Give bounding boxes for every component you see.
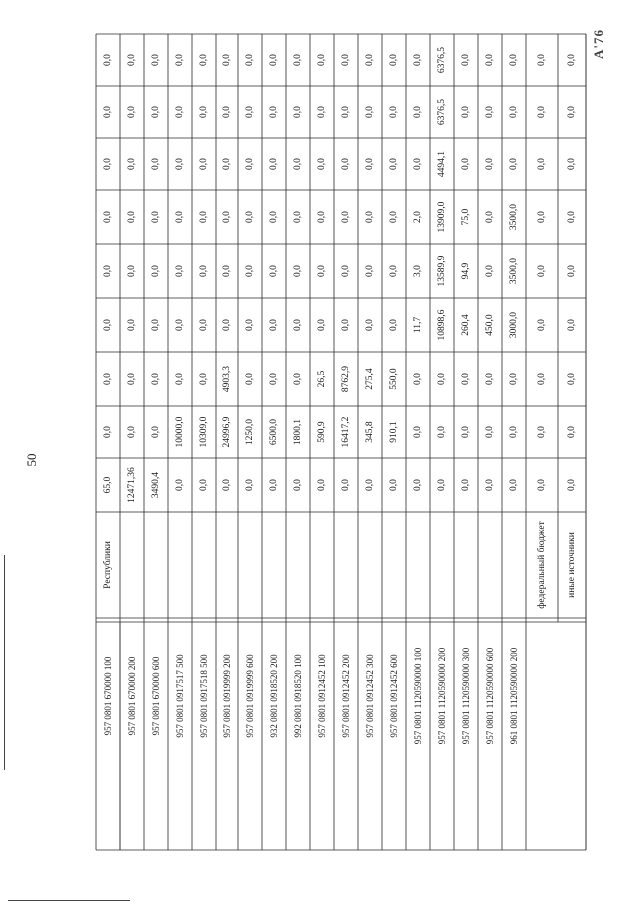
value-cell: 0,0	[567, 106, 577, 118]
value-cell: 0,0	[222, 158, 232, 170]
budget-code-cell: 957 0801 0912452 600	[389, 654, 399, 738]
budget-code-cell: 957 0801 0912452 200	[341, 654, 351, 738]
value-cell: 0,0	[293, 54, 303, 66]
value-cell: 0,0	[485, 211, 495, 223]
budget-code-cell: 957 0801 0919999 200	[222, 654, 232, 738]
value-cell: 0,0	[151, 158, 161, 170]
value-cell: 0,0	[127, 319, 137, 331]
value-cell: 0,0	[103, 211, 113, 223]
value-cell: 0,0	[175, 319, 185, 331]
value-cell: 0,0	[537, 426, 547, 438]
value-cell: 0,0	[103, 319, 113, 331]
table-cells	[102, 47, 577, 745]
value-cell: 0,0	[567, 373, 577, 385]
value-cell: 0,0	[461, 158, 471, 170]
value-cell: 0,0	[245, 319, 255, 331]
value-cell: 0,0	[365, 319, 375, 331]
value-cell: 910,1	[389, 421, 399, 443]
value-cell: 0,0	[537, 479, 547, 491]
value-cell: 0,0	[567, 319, 577, 331]
value-cell: 0,0	[461, 373, 471, 385]
value-cell: 0,0	[103, 106, 113, 118]
value-cell: 345,8	[365, 421, 375, 443]
value-cell: 4903,3	[222, 365, 232, 393]
value-cell: 0,0	[365, 211, 375, 223]
value-cell: 4494,1	[437, 150, 447, 178]
value-cell: 0,0	[103, 373, 113, 385]
value-cell: 0,0	[245, 54, 255, 66]
value-cell: 0,0	[509, 158, 519, 170]
value-cell: 0,0	[509, 106, 519, 118]
value-cell: 0,0	[269, 158, 279, 170]
budget-code-cell: 992 0801 0918520 100	[293, 654, 303, 738]
value-cell: 0,0	[103, 158, 113, 170]
value-cell: 0,0	[199, 106, 209, 118]
value-cell: 0,0	[269, 319, 279, 331]
value-cell: 0,0	[175, 211, 185, 223]
value-cell: 0,0	[245, 373, 255, 385]
value-cell: 0,0	[537, 54, 547, 66]
budget-code-cell: 957 0801 0917517 500	[175, 654, 185, 738]
value-cell: 0,0	[293, 479, 303, 491]
budget-code-cell: 957 0801 1120590000 300	[461, 647, 471, 745]
value-cell: 0,0	[537, 373, 547, 385]
value-cell: 0,0	[413, 479, 423, 491]
value-cell: 0,0	[199, 158, 209, 170]
value-cell: 0,0	[537, 319, 547, 331]
budget-code-cell: 957 0801 0919999 600	[245, 654, 255, 738]
value-cell: 3500,0	[509, 203, 519, 231]
value-cell: 0,0	[437, 426, 447, 438]
value-cell: 6500,0	[269, 418, 279, 446]
value-cell: 0,0	[127, 373, 137, 385]
value-cell: 0,0	[222, 319, 232, 331]
value-cell: 0,0	[365, 54, 375, 66]
value-cell: 0,0	[389, 211, 399, 223]
value-cell: 0,0	[389, 54, 399, 66]
source-label-cell: иные источники	[567, 532, 577, 598]
value-cell: 0,0	[127, 426, 137, 438]
value-cell: 0,0	[293, 106, 303, 118]
value-cell: 13909,0	[437, 201, 447, 233]
value-cell: 0,0	[317, 211, 327, 223]
value-cell: 13589,9	[437, 255, 447, 287]
value-cell: 0,0	[269, 54, 279, 66]
value-cell: 260,4	[461, 314, 471, 336]
value-cell: 0,0	[269, 265, 279, 277]
budget-code-cell: 957 0801 0917518 500	[199, 654, 209, 738]
value-cell: 0,0	[509, 426, 519, 438]
value-cell: 0,0	[341, 479, 351, 491]
value-cell: 0,0	[537, 106, 547, 118]
value-cell: 0,0	[413, 54, 423, 66]
value-cell: 0,0	[127, 106, 137, 118]
value-cell: 0,0	[509, 54, 519, 66]
value-cell: 0,0	[567, 158, 577, 170]
value-cell: 0,0	[461, 479, 471, 491]
value-cell: 0,0	[485, 158, 495, 170]
value-cell: 0,0	[485, 265, 495, 277]
value-cell: 0,0	[151, 265, 161, 277]
value-cell: 75,0	[461, 208, 471, 226]
value-cell: 0,0	[485, 54, 495, 66]
value-cell: 0,0	[222, 479, 232, 491]
value-cell: 0,0	[151, 319, 161, 331]
value-cell: 16417,2	[341, 416, 351, 448]
value-cell: 2,0	[413, 211, 423, 223]
value-cell: 0,0	[437, 479, 447, 491]
value-cell: 0,0	[269, 106, 279, 118]
value-cell: 0,0	[341, 54, 351, 66]
value-cell: 0,0	[365, 106, 375, 118]
budget-code-cell: 957 0801 670000 100	[103, 656, 113, 736]
value-cell: 1800,1	[293, 418, 303, 446]
value-cell: 0,0	[293, 265, 303, 277]
value-cell: 0,0	[103, 54, 113, 66]
value-cell: 0,0	[317, 319, 327, 331]
value-cell: 0,0	[537, 265, 547, 277]
budget-code-cell: 957 0801 670000 600	[151, 656, 161, 736]
value-cell: 0,0	[245, 211, 255, 223]
value-cell: 0,0	[341, 158, 351, 170]
budget-code-cell: 957 0801 1120590000 100	[413, 647, 423, 745]
value-cell: 94,9	[461, 262, 471, 280]
value-cell: 0,0	[269, 373, 279, 385]
value-cell: 0,0	[175, 479, 185, 491]
budget-code-cell: 961 0801 1120590000 200	[509, 647, 519, 745]
value-cell: 0,0	[222, 54, 232, 66]
value-cell: 0,0	[461, 54, 471, 66]
value-cell: 0,0	[567, 54, 577, 66]
value-cell: 0,0	[485, 373, 495, 385]
value-cell: 0,0	[567, 265, 577, 277]
value-cell: 0,0	[341, 211, 351, 223]
value-cell: 0,0	[151, 211, 161, 223]
value-cell: 0,0	[317, 265, 327, 277]
value-cell: 0,0	[437, 373, 447, 385]
value-cell: 8762,9	[341, 365, 351, 393]
value-cell: 0,0	[317, 106, 327, 118]
value-cell: 0,0	[199, 265, 209, 277]
value-cell: 0,0	[365, 158, 375, 170]
table-top-label: Республики	[103, 541, 113, 589]
budget-code-cell: 932 0801 0918520 200	[269, 654, 279, 738]
value-cell: 0,0	[317, 479, 327, 491]
value-cell: 0,0	[413, 106, 423, 118]
value-cell: 0,0	[175, 54, 185, 66]
value-cell: 0,0	[103, 265, 113, 277]
value-cell: 0,0	[341, 106, 351, 118]
value-cell: 11,7	[413, 316, 423, 334]
value-cell: 0,0	[175, 106, 185, 118]
value-cell: 0,0	[389, 158, 399, 170]
value-cell: 0,0	[245, 265, 255, 277]
value-cell: 24996,9	[222, 416, 232, 448]
value-cell: 0,0	[461, 426, 471, 438]
value-cell: 0,0	[222, 106, 232, 118]
value-cell: 0,0	[389, 319, 399, 331]
value-cell: 0,0	[341, 265, 351, 277]
value-cell: 0,0	[485, 106, 495, 118]
value-cell: 0,0	[567, 211, 577, 223]
value-cell: 0,0	[127, 158, 137, 170]
value-cell: 0,0	[413, 426, 423, 438]
value-cell: 0,0	[293, 319, 303, 331]
value-cell: 0,0	[151, 373, 161, 385]
budget-code-cell: 957 0801 670000 200	[127, 656, 137, 736]
budget-code-cell: 957 0801 1120590000 600	[485, 647, 495, 745]
value-cell: 0,0	[509, 479, 519, 491]
value-cell: 65,0	[103, 476, 113, 494]
value-cell: 0,0	[269, 479, 279, 491]
value-cell: 0,0	[151, 426, 161, 438]
value-cell: 0,0	[151, 106, 161, 118]
value-cell: 10309,0	[199, 416, 209, 448]
budget-code-cell: 957 0801 0912452 300	[365, 654, 375, 738]
value-cell: 550,0	[389, 368, 399, 390]
value-cell: 6376,5	[437, 98, 447, 126]
value-cell: 0,0	[151, 54, 161, 66]
value-cell: 0,0	[365, 265, 375, 277]
value-cell: 0,0	[293, 158, 303, 170]
value-cell: 0,0	[293, 211, 303, 223]
value-cell: 0,0	[222, 265, 232, 277]
value-cell: 0,0	[413, 373, 423, 385]
value-cell: 0,0	[365, 479, 375, 491]
value-cell: 0,0	[222, 211, 232, 223]
budget-code-cell: 957 0801 0912452 100	[317, 654, 327, 738]
value-cell: 0,0	[389, 479, 399, 491]
value-cell: 1250,0	[245, 418, 255, 446]
value-cell: 0,0	[199, 373, 209, 385]
value-cell: 0,0	[567, 479, 577, 491]
value-cell: 0,0	[127, 265, 137, 277]
value-cell: 0,0	[461, 106, 471, 118]
value-cell: 0,0	[317, 158, 327, 170]
source-label-cell: федеральный бюджет	[537, 521, 547, 609]
value-cell: 3490,4	[151, 471, 161, 499]
value-cell: 0,0	[199, 319, 209, 331]
value-cell: 0,0	[293, 373, 303, 385]
value-cell: 0,0	[341, 319, 351, 331]
page-number: 50	[24, 453, 39, 467]
value-cell: 0,0	[175, 158, 185, 170]
value-cell: 0,0	[199, 54, 209, 66]
value-cell: 0,0	[389, 265, 399, 277]
value-cell: 3000,0	[509, 311, 519, 339]
value-cell: 0,0	[245, 479, 255, 491]
value-cell: 6376,5	[437, 46, 447, 74]
value-cell: 3,0	[413, 265, 423, 277]
value-cell: 0,0	[199, 479, 209, 491]
value-cell: 0,0	[103, 426, 113, 438]
value-cell: 0,0	[485, 479, 495, 491]
value-cell: 0,0	[127, 54, 137, 66]
value-cell: 0,0	[537, 211, 547, 223]
value-cell: 0,0	[537, 158, 547, 170]
budget-code-cell: 957 0801 1120590000 200	[437, 647, 447, 745]
value-cell: 12471,36	[127, 467, 137, 503]
value-cell: 0,0	[245, 106, 255, 118]
value-cell: 0,0	[175, 373, 185, 385]
value-cell: 0,0	[245, 158, 255, 170]
value-cell: 10000,0	[175, 416, 185, 448]
value-cell: 0,0	[485, 426, 495, 438]
value-cell: 0,0	[509, 373, 519, 385]
stamp-mark: А'76	[591, 29, 606, 59]
value-cell: 26,5	[317, 370, 327, 388]
value-cell: 0,0	[175, 265, 185, 277]
value-cell: 0,0	[413, 158, 423, 170]
value-cell: 3500,0	[509, 257, 519, 285]
value-cell: 0,0	[317, 54, 327, 66]
value-cell: 0,0	[389, 106, 399, 118]
value-cell: 450,0	[485, 314, 495, 336]
value-cell: 590,9	[317, 421, 327, 443]
value-cell: 0,0	[567, 426, 577, 438]
value-cell: 275,4	[365, 368, 375, 390]
value-cell: 0,0	[269, 211, 279, 223]
value-cell: 10898,6	[437, 309, 447, 341]
value-cell: 0,0	[127, 211, 137, 223]
value-cell: 0,0	[199, 211, 209, 223]
